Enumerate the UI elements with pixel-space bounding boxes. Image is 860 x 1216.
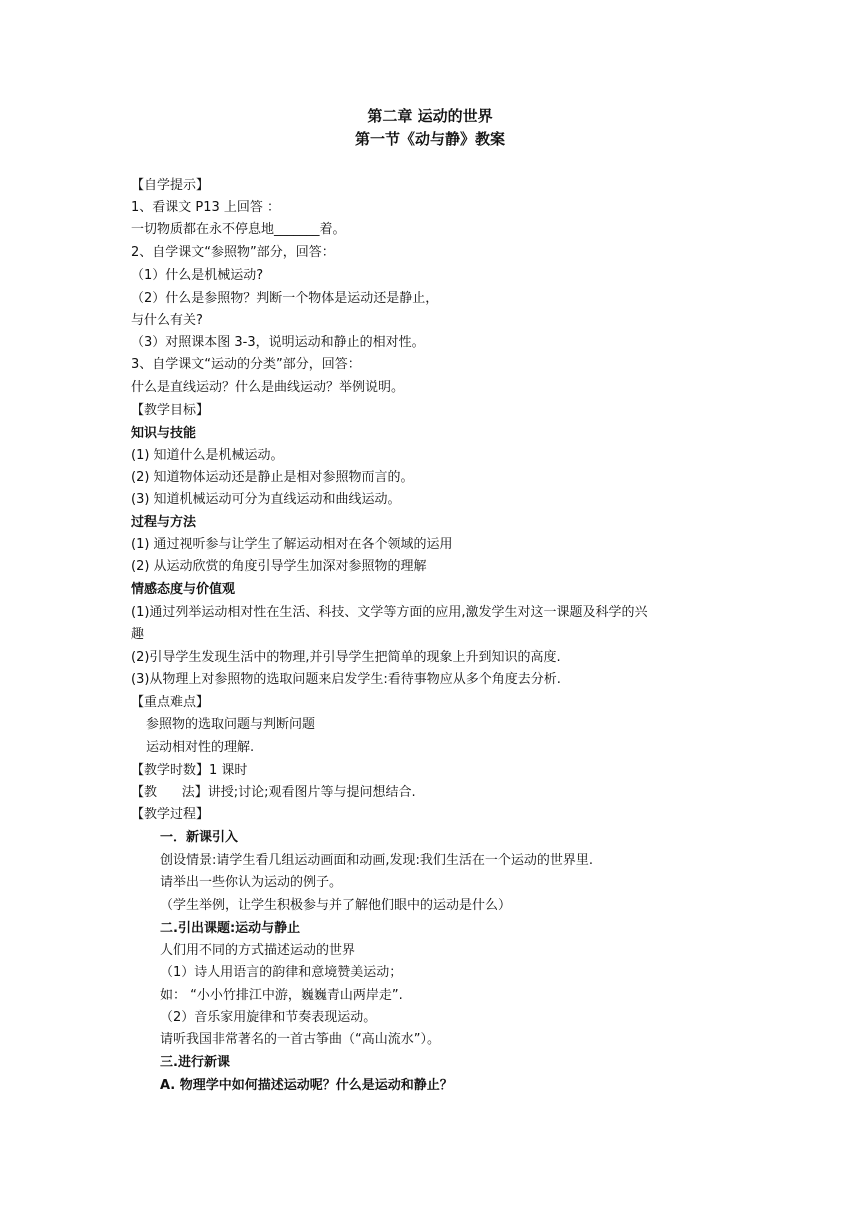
- question-1: 1、看课文 P13 上回答 ：: [131, 200, 281, 215]
- step-3-question: A. 物理学中如何描述运动呢？什么是运动和静止？: [160, 1078, 453, 1093]
- question-2-1: （1）什么是机械运动?: [131, 268, 264, 283]
- question-3-text: 什么是直线运动？什么是曲线运动？举例说明。: [131, 380, 405, 395]
- question-2-2: （2）什么是参照物？判断一个物体是运动还是静止，: [131, 291, 439, 306]
- step-1-line: （学生举例，让学生积极参与并了解他们眼中的运动是什么）: [160, 898, 512, 913]
- process-header: 【教学过程】: [131, 807, 210, 822]
- knowledge-title: 知识与技能: [131, 426, 197, 441]
- key-point-item: 运动相对性的理解.: [146, 740, 255, 755]
- knowledge-item: (2) 知道物体运动还是静止是相对参照物而言的。: [131, 470, 414, 485]
- key-point-item: 参照物的选取问题与判断问题: [146, 717, 316, 732]
- step-1-line: 创设情景:请学生看几组运动画面和动画,发现:我们生活在一个运动的世界里.: [160, 853, 594, 868]
- hours-header: 【教学时数】: [131, 763, 210, 778]
- step-2-title: 二.引出课题:运动与静止: [160, 921, 301, 936]
- hours-line: [131, 762, 247, 780]
- step-1-line: 请举出一些你认为运动的例子。: [160, 875, 343, 890]
- hours-value: 1 课时: [209, 763, 248, 778]
- emotion-item-1-cont: 趣: [131, 627, 145, 642]
- step-2-line: 请听我国非常著名的一首古筝曲（“高山流水”）。: [160, 1032, 440, 1047]
- method-header: 【教 法】: [131, 785, 208, 800]
- process-title: 过程与方法: [131, 515, 197, 530]
- self-study-header: 【自学提示】: [131, 178, 210, 193]
- goals-header: 【教学目标】: [131, 403, 210, 418]
- knowledge-item: (1) 知道什么是机械运动。: [131, 448, 284, 463]
- method-value: 讲授;讨论;观看图片等与提问想结合.: [207, 785, 416, 800]
- emotion-title: 情感态度与价值观: [131, 582, 236, 597]
- question-1-fill: 一切物质都在永不停息地_______着。: [131, 222, 346, 237]
- emotion-item-1: (1)通过列举运动相对性在生活、科技、文学等方面的应用,激发学生对这一课题及科学的兴: [131, 605, 648, 620]
- chapter-title: 第二章 运动的世界: [367, 107, 493, 125]
- knowledge-item: (3) 知道机械运动可分为直线运动和曲线运动。: [131, 492, 401, 507]
- step-2-line: （1）诗人用语言的韵律和意境赞美运动；: [160, 965, 403, 980]
- section-title: 第一节《动与静》教案: [354, 130, 505, 148]
- step-2-line: （2）音乐家用旋律和节奏表现运动。: [160, 1010, 377, 1025]
- question-2: 2、自学课文“参照物”部分，回答：: [131, 245, 335, 260]
- step-3-title: 三.进行新课: [160, 1055, 230, 1070]
- process-item: (1) 通过视听参与让学生了解运动相对在各个领域的运用: [131, 537, 453, 552]
- step-1-title: 一．新课引入: [160, 830, 239, 845]
- step-2-line: 如： “小小竹排江中游，巍巍青山两岸走”.: [160, 988, 403, 1003]
- key-points-header: 【重点难点】: [131, 695, 210, 710]
- emotion-item-3: (3)从物理上对参照物的选取问题来启发学生:看待事物应从多个角度去分析.: [131, 672, 561, 687]
- question-3: 3、自学课文“运动的分类”部分，回答：: [131, 357, 361, 372]
- step-2-line: 人们用不同的方式描述运动的世界: [160, 943, 356, 958]
- question-2-2-cont: 与什么有关?: [131, 313, 203, 328]
- process-item: (2) 从运动欣赏的角度引导学生加深对参照物的理解: [131, 559, 427, 574]
- question-2-3: （3）对照课本图 3-3，说明运动和静止的相对性。: [131, 335, 425, 350]
- emotion-item-2: (2)引导学生发现生活中的物理,并引导学生把简单的现象上升到知识的高度.: [131, 650, 561, 665]
- method-line: [131, 784, 416, 802]
